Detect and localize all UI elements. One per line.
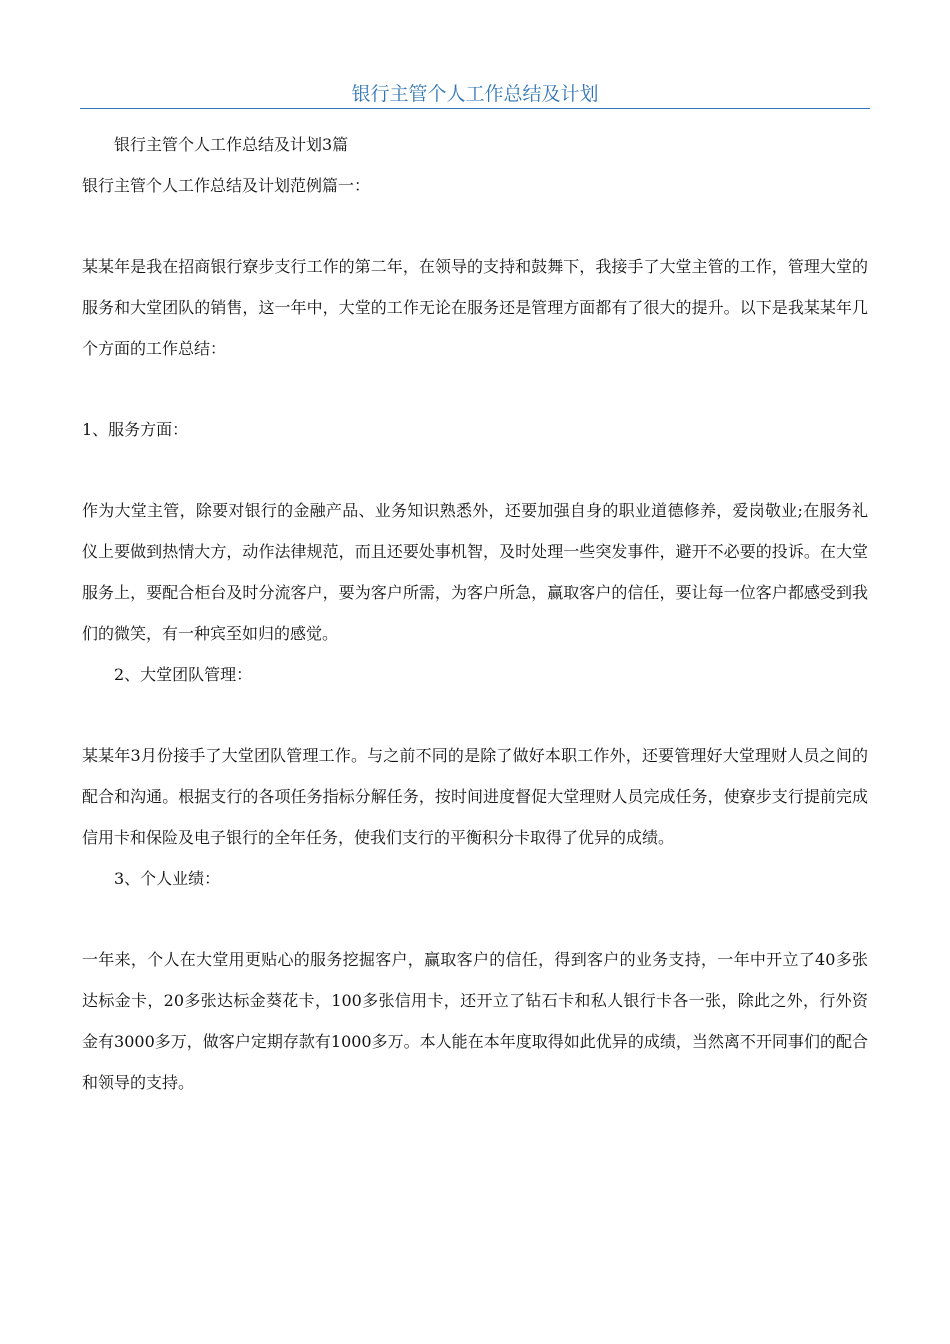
- service-paragraph: 作为大堂主管，除要对银行的金融产品、业务知识熟悉外，还要加强自身的职业道德修养，爱岗敬业;在服务礼仪上要做到热情大方，动作法律规范，而且还要处事机智，及时处理一些突发事件，避开不必要的投诉。在大堂服务上，要配合柜台及时分流客户，要为客户所需，为客户所急，赢取客户的信任，要让每一位客户都感受到我们的微笑，有一种宾至如归的感觉。: [82, 501, 868, 643]
- personal-performance-paragraph: 一年来，个人在大堂用更贴心的服务挖掘客户，赢取客户的信任，得到客户的业务支持，一年中开立了40多张达标金卡，20多张达标金葵花卡，100多张信用卡，还开立了钻石卡和私人银行卡各一张，除此之外，行外资金有3000多万，做客户定期存款有1000多万。本人能在本年度取得如此优异的成绩，当然离不开同事们的配合和领导的支持。: [82, 950, 868, 1092]
- team-management-paragraph: 某某年3月份接手了大堂团队管理工作。与之前不同的是除了做好本职工作外，还要管理好大堂理财人员之间的配合和沟通。根据支行的各项任务指标分解任务，按时间进度督促大堂理财人员完成任务，使寮步支行提前完成信用卡和保险及电子银行的全年任务，使我们支行的平衡积分卡取得了优异的成绩。: [82, 746, 868, 847]
- section-heading-team-management: 2、大堂团队管理：: [114, 665, 253, 684]
- section-heading-personal-performance: 3、个人业绩：: [114, 869, 221, 888]
- page-header-title: 银行主管个人工作总结及计划: [351, 83, 599, 105]
- header-divider: [80, 108, 870, 109]
- document-body: [82, 124, 868, 1103]
- section-heading-service: 1、服务方面：: [82, 420, 189, 439]
- document-subtitle: 银行主管个人工作总结及计划3篇: [114, 135, 349, 154]
- section-heading-example-one: 银行主管个人工作总结及计划范例篇一：: [82, 176, 371, 195]
- intro-paragraph: 某某年是我在招商银行寮步支行工作的第二年，在领导的支持和鼓舞下，我接手了大堂主管的工作，管理大堂的服务和大堂团队的销售，这一年中，大堂的工作无论在服务还是管理方面都有了很大的提升。以下是我某某年几个方面的工作总结：: [82, 257, 868, 358]
